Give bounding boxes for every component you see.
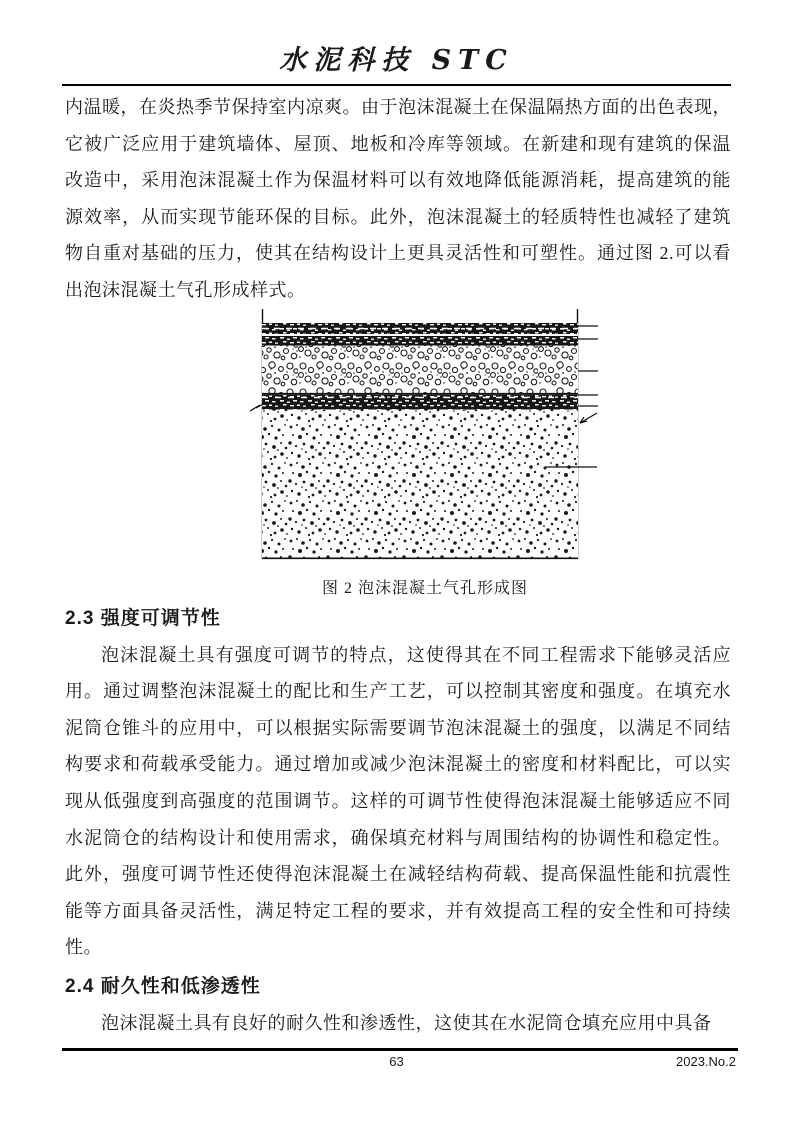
text-line: 此外，强度可调节性还使得泡沫混凝土在减轻结构荷载、提高保温性能和抗震性 <box>65 864 731 885</box>
header-rule <box>62 84 731 86</box>
section-2-4-paragraph <box>65 1005 731 1042</box>
page-content <box>65 89 731 1042</box>
foam-bubble-layer <box>262 345 578 393</box>
journal-title: 水泥科技 STC <box>279 45 514 76</box>
foam-concrete-diagram <box>250 309 600 567</box>
surface-layer-lower <box>262 336 578 344</box>
text-line: 水泥筒仓的结构设计和使用需求，确保填充材料与周围结构的协调性和稳定性。 <box>65 827 731 848</box>
section-heading-2-3: 2.3 强度可调节性 <box>65 607 221 629</box>
footer-row <box>0 1051 793 1071</box>
page-number: 63 <box>389 1054 404 1069</box>
section-2-3-paragraph <box>65 637 731 966</box>
text-line: 泥筒仓锥斗的应用中，可以根据实际需要调节泡沫混凝土的强度，以满足不同结 <box>65 717 731 738</box>
figure-2 <box>250 309 600 598</box>
text-line: 内温暖，在炎热季节保持室内凉爽。由于泡沫混凝土在保温隔热方面的出色表现， <box>65 97 731 117</box>
section-heading-2-4: 2.4 耐久性和低渗透性 <box>65 975 261 997</box>
text-line: 能等方面具备灵活性，满足特定工程的要求，并有效提高工程的安全性和可持续 <box>65 900 731 921</box>
text-line: 出泡沫混凝土气孔形成样式。 <box>65 279 306 300</box>
text-line: 它被广泛应用于建筑墙体、屋顶、地板和冷库等领域。在新建和现有建筑的保温 <box>65 133 731 154</box>
text-line: 性。 <box>65 937 102 958</box>
text-line: 改造中，采用泡沫混凝土作为保温材料可以有效地降低能源消耗，提高建筑的能 <box>65 170 731 191</box>
issue-label: 2023.No.2 <box>676 1054 736 1069</box>
text-line: 泡沫混凝土具有强度可调节的特点，这使得其在不同工程需求下能够灵活应 <box>101 644 731 665</box>
page-footer <box>0 1048 793 1071</box>
text-line: 泡沫混凝土具有良好的耐久性和渗透性，这使其在水泥筒仓填充应用中具备 <box>101 1012 712 1033</box>
text-line: 用。通过调整泡沫混凝土的配比和生产工艺，可以控制其密度和强度。在填充水 <box>65 681 731 702</box>
figure-caption: 图 2 泡沫混凝土气孔形成图 <box>321 579 528 597</box>
text-line: 构要求和荷载承受能力。通过增加或减少泡沫混凝土的密度和材料配比，可以实 <box>65 754 731 775</box>
text-line: 物自重对基础的压力，使其在结构设计上更具灵活性和可塑性。通过图 2.可以看 <box>65 243 731 264</box>
text-line: 源效率，从而实现节能环保的目标。此外，泡沫混凝土的轻质特性也减轻了建筑 <box>65 206 731 227</box>
text-line: 现从低强度到高强度的范围调节。这样的可调节性使得泡沫混凝土能够适应不同 <box>65 790 731 811</box>
base-concrete-layer <box>262 409 578 558</box>
intro-paragraph <box>65 89 731 309</box>
